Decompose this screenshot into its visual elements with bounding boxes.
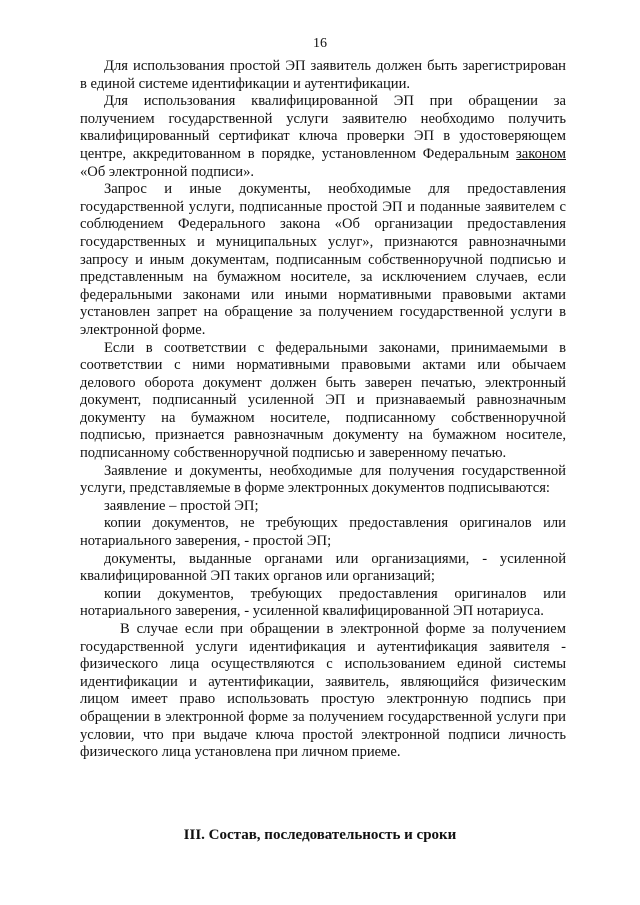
- document-body: [80, 58, 566, 762]
- list-item-copies-without-originals: копии документов, не требующих предоставления оригиналов или нотариального заверения, - простой ЭП;: [80, 515, 566, 550]
- paragraph-text-after-link: «Об электронной подписи».: [80, 163, 255, 180]
- section-heading: III. Состав, последовательность и сроки: [183, 827, 457, 843]
- law-link[interactable]: законом: [516, 145, 566, 162]
- paragraph-qualified-signature-certificate: [80, 93, 566, 181]
- paragraph-request-equivalence: Запрос и иные документы, необходимые для предоставления государственной услуги, подписанные простой ЭП и поданные заявителем с соблюдением Федерального закона «Об организации предоставления государственных и муниципальных услуг», признаются равнозначными запросу и иным документам, подписанным собственноручной подписью и представленным на бумажном носителе, за исключением случаев, если федеральными законами или иными нормативными правовыми актами установлен запрет на обращение за получением государственной услуги в электронной форме.: [80, 181, 566, 338]
- paragraph-text-before-link: Для использования квалифицированной ЭП при обращении за получением государственной услуги заявителю необходимо получить квалифицированный сертификат ключа проверки ЭП в удостоверяющем центре, аккредитованном в порядке, установленном Федеральным: [80, 93, 566, 162]
- paragraph-signing-requirements: Заявление и документы, необходимые для получения государственной услуги, представляемые в форме электронных документов подписываются:: [80, 462, 566, 497]
- paragraph-identification-authentication: В случае если при обращении в электронной форме за получением государственной услуги идентификация и аутентификация заявителя - физического лица осуществляются с использованием единой системы идентификации и аутентификации, заявитель, являющийся физическим лицом имеет право использовать простую электронную подпись при обращении в электронной форме за получением государственной услуги при условии, что при выдаче ключа простой электронной подписи личность физического лица установлена при личном приеме.: [80, 621, 566, 761]
- list-item-application-signature: заявление – простой ЭП;: [104, 497, 259, 514]
- page-number: 16: [313, 36, 327, 51]
- list-item-issued-documents: документы, выданные органами или организациями, - усиленной квалифицированной ЭП таких органов или организаций;: [80, 550, 566, 585]
- paragraph-simple-signature-registration: Для использования простой ЭП заявитель должен быть зарегистрирован в единой системе идентификации и аутентификации.: [80, 58, 566, 92]
- list-item-copies-with-originals: копии документов, требующих предоставления оригиналов или нотариального заверения, - усиленной квалифицированной ЭП нотариуса.: [80, 585, 566, 620]
- paragraph-seal-equivalence: Если в соответствии с федеральными законами, принимаемыми в соответствии с ними нормативными правовыми актами или обычаем делового оборота документ должен быть заверен печатью, электронный документ, подписанный усиленной ЭП и признаваемый равнозначным документу на бумажном носителе, подписанному собственноручной подписью, признается равнозначным документу на бумажном носителе, подписанному собственноручной подписью и заверенному печатью.: [80, 339, 566, 462]
